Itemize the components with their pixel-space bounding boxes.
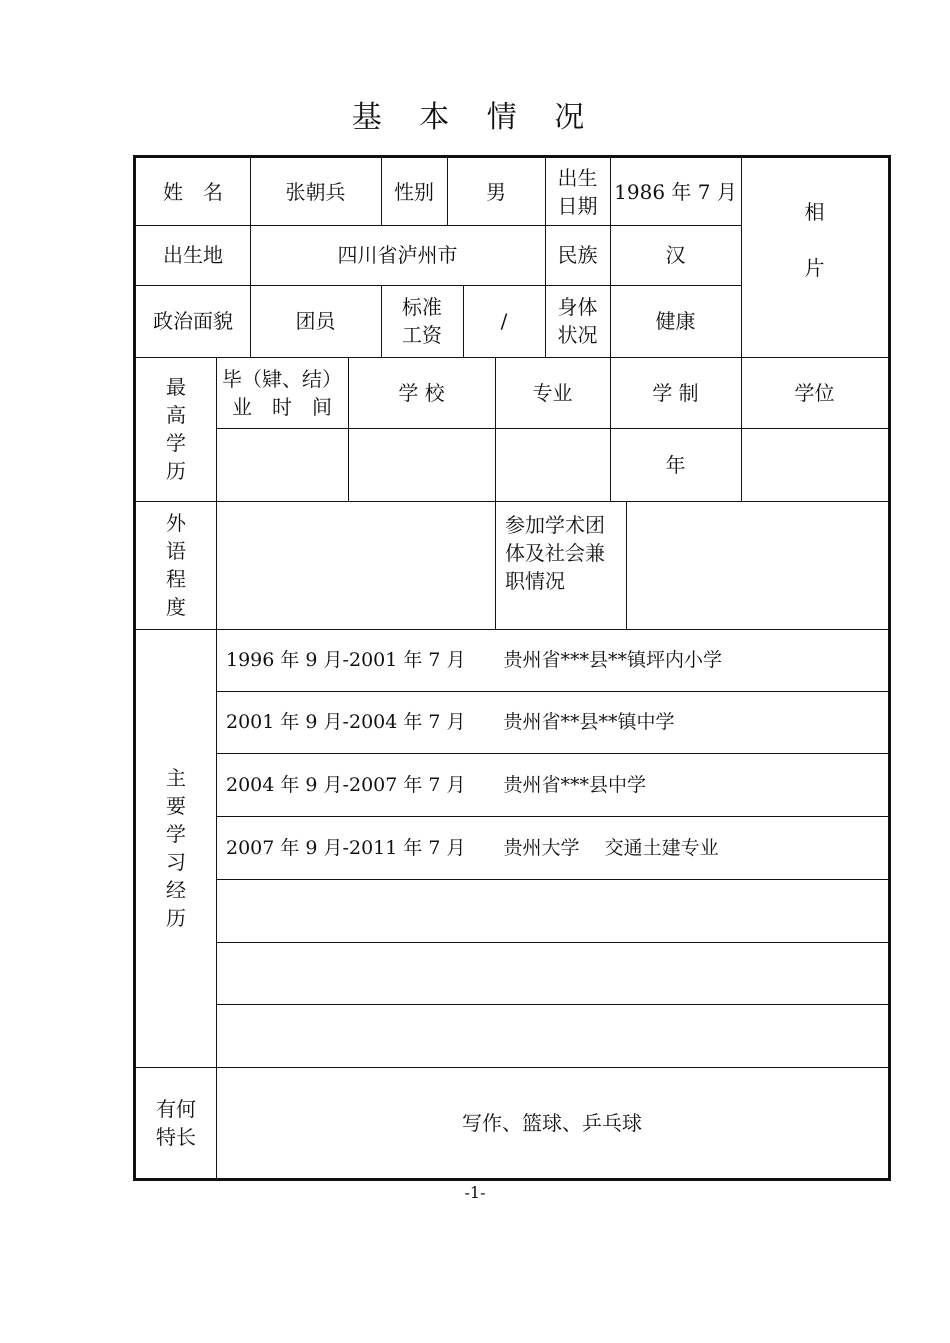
skills-value: 写作、篮球、乒乓球 bbox=[462, 1110, 642, 1135]
birth-date-value: 1986 年 7 月 bbox=[614, 179, 737, 204]
education-section-text: 最 高 学 历 bbox=[166, 375, 186, 483]
grad-time-label: 毕（肄、结） 业 时 间 bbox=[222, 366, 342, 419]
study-row bbox=[216, 1004, 888, 1067]
study-section-label bbox=[136, 629, 216, 1067]
name-label: 姓 名 bbox=[163, 179, 223, 204]
language-section-label bbox=[136, 501, 216, 629]
gender-label: 性别 bbox=[394, 179, 434, 204]
ethnicity-label: 民族 bbox=[557, 243, 598, 267]
language-section-text: 外 语 程 度 bbox=[166, 511, 186, 619]
study-row: 2007 年 9 月-2011 年 7 月 贵州大学 交通土建专业 bbox=[226, 836, 719, 859]
study-row: 2001 年 9 月-2004 年 7 月 贵州省**县**镇中学 bbox=[226, 711, 675, 733]
resume-table bbox=[133, 155, 891, 1181]
birth-date-label: 出生 日期 bbox=[557, 165, 598, 218]
duration-value: 年 bbox=[665, 452, 686, 477]
major-value bbox=[495, 428, 610, 501]
degree-value bbox=[741, 428, 888, 501]
study-section-text: 主 要 学 习 经 历 bbox=[166, 766, 186, 930]
salary-label: 标准 工资 bbox=[402, 295, 442, 347]
birthplace-value: 四川省泸州市 bbox=[337, 243, 458, 267]
salary-value: / bbox=[500, 309, 508, 333]
birthplace-label: 出生地 bbox=[163, 243, 223, 267]
societies-label: 参加学术团 体及社会兼 职情况 bbox=[505, 513, 605, 593]
page-number: -1- bbox=[464, 1183, 486, 1202]
name-value: 张朝兵 bbox=[285, 179, 346, 204]
political-status-value: 团员 bbox=[295, 309, 336, 333]
health-label: 身体 状况 bbox=[557, 295, 598, 347]
gender-value: 男 bbox=[486, 179, 506, 204]
societies-value bbox=[626, 501, 888, 629]
study-row bbox=[216, 942, 888, 1004]
photo-placeholder: 相 片 bbox=[804, 200, 825, 280]
page-title: 基 本 情 况 bbox=[351, 100, 599, 135]
education-section-label bbox=[136, 357, 216, 501]
grad-time-value bbox=[216, 428, 348, 501]
school-label: 学 校 bbox=[398, 380, 445, 405]
study-row: 2004 年 9 月-2007 年 7 月 贵州省***县中学 bbox=[226, 773, 647, 796]
degree-label: 学位 bbox=[794, 380, 835, 405]
duration-label: 学 制 bbox=[652, 380, 699, 405]
skills-label: 有何 特长 bbox=[156, 1096, 196, 1149]
political-status-label: 政治面貌 bbox=[153, 309, 233, 333]
language-value bbox=[216, 501, 495, 629]
study-row: 1996 年 9 月-2001 年 7 月 贵州省***县**镇坪内小学 bbox=[226, 649, 723, 671]
major-label: 专业 bbox=[532, 380, 573, 405]
ethnicity-value: 汉 bbox=[665, 243, 686, 267]
health-value: 健康 bbox=[655, 309, 696, 333]
school-value bbox=[348, 428, 495, 501]
study-row bbox=[216, 879, 888, 942]
